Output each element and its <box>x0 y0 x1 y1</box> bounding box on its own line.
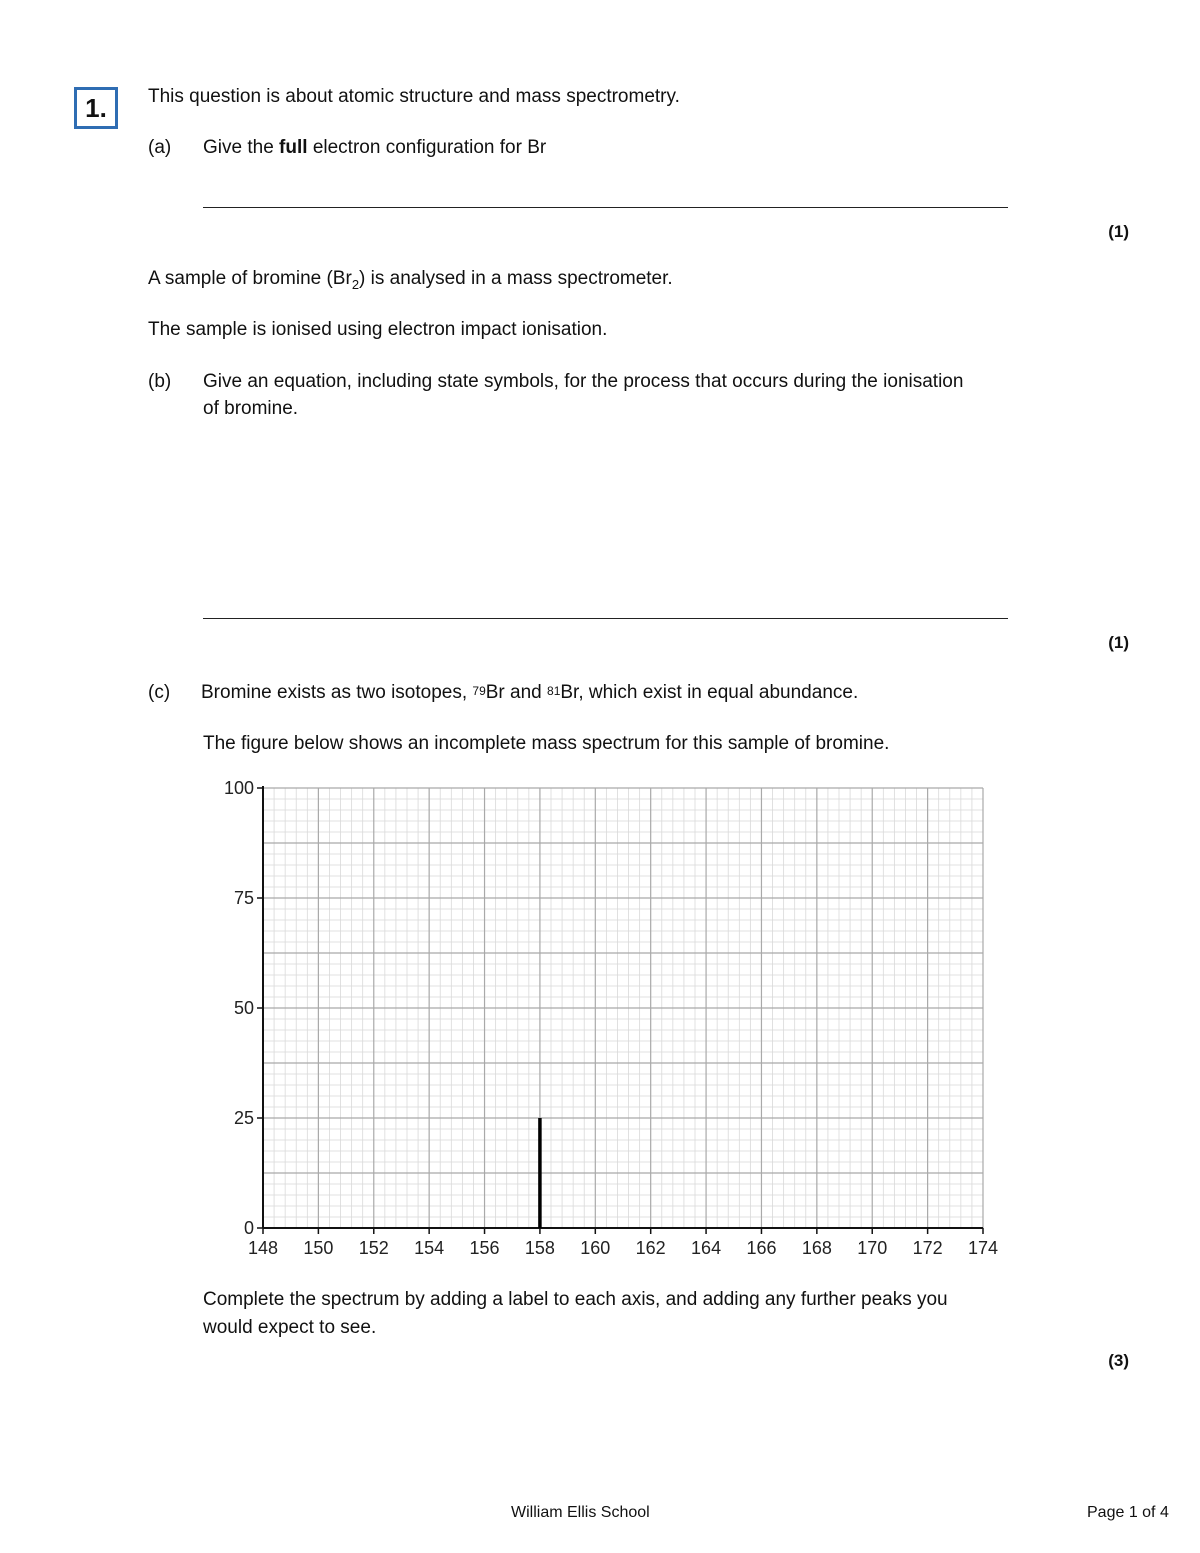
part-b-label: (b) <box>148 371 172 392</box>
part-a-label: (a) <box>148 137 172 158</box>
y-tick-label: 0 <box>243 1218 254 1238</box>
y-tick-label: 50 <box>233 998 254 1018</box>
x-tick-label: 174 <box>967 1238 999 1258</box>
x-tick-label: 172 <box>912 1238 943 1258</box>
x-tick-label: 152 <box>358 1238 389 1258</box>
footer-school: William Ellis School <box>511 1504 650 1521</box>
part-c-marks: (3) <box>1108 1351 1129 1370</box>
chart-ticks <box>257 788 983 1234</box>
figure-intro: The figure below shows an incomplete mass spectrum for this sample of bromine. <box>203 733 890 754</box>
y-tick-labels <box>224 778 254 1238</box>
part-a-text: Give the full electron configuration for Br <box>203 137 547 158</box>
part-b-marks: (1) <box>1108 633 1129 652</box>
sample-line-2: The sample is ionised using electron impact ionisation. <box>148 319 608 340</box>
mass-spectrum-chart <box>0 770 1200 1270</box>
instruction-line-1: Complete the spectrum by adding a label to each axis, and adding any further peaks you <box>203 1289 948 1310</box>
x-tick-label: 160 <box>580 1238 611 1258</box>
x-tick-label: 164 <box>691 1238 722 1258</box>
part-b-line-1: Give an equation, including state symbols, for the process that occurs during the ionisation <box>203 371 964 392</box>
y-tick-label: 25 <box>233 1108 254 1128</box>
part-c-isotopes: Bromine exists as two isotopes, $^{79}$Br and $^{81}$Br, which exist in equal abundance. <box>201 682 859 703</box>
question-intro: This question is about atomic structure and mass spectrometry. <box>148 86 680 107</box>
part-c-label: (c) <box>148 682 171 703</box>
x-tick-label: 154 <box>414 1238 445 1258</box>
part-b-line-2: of bromine. <box>203 398 299 419</box>
part-a-marks: (1) <box>1108 222 1129 241</box>
answer-line-b[interactable] <box>203 618 1008 619</box>
x-tick-label: 166 <box>746 1238 777 1258</box>
sample-line-1: A sample of bromine $(Br_2)$ is analysed in a mass spectrometer. <box>148 268 673 292</box>
y-tick-label: 75 <box>233 888 254 908</box>
question-number: 1. <box>74 87 118 129</box>
instruction-line-2: would expect to see. <box>203 1317 377 1338</box>
footer-page: Page 1 of 4 <box>1087 1504 1169 1521</box>
x-tick-label: 156 <box>469 1238 500 1258</box>
y-tick-label: 100 <box>223 778 254 798</box>
x-tick-label: 150 <box>303 1238 334 1258</box>
answer-line-a[interactable] <box>203 207 1008 208</box>
x-tick-label: 168 <box>801 1238 832 1258</box>
x-tick-label: 148 <box>247 1238 279 1258</box>
x-tick-label: 170 <box>857 1238 888 1258</box>
x-tick-label: 158 <box>524 1238 555 1258</box>
x-tick-label: 162 <box>635 1238 666 1258</box>
x-tick-labels <box>248 1238 998 1258</box>
